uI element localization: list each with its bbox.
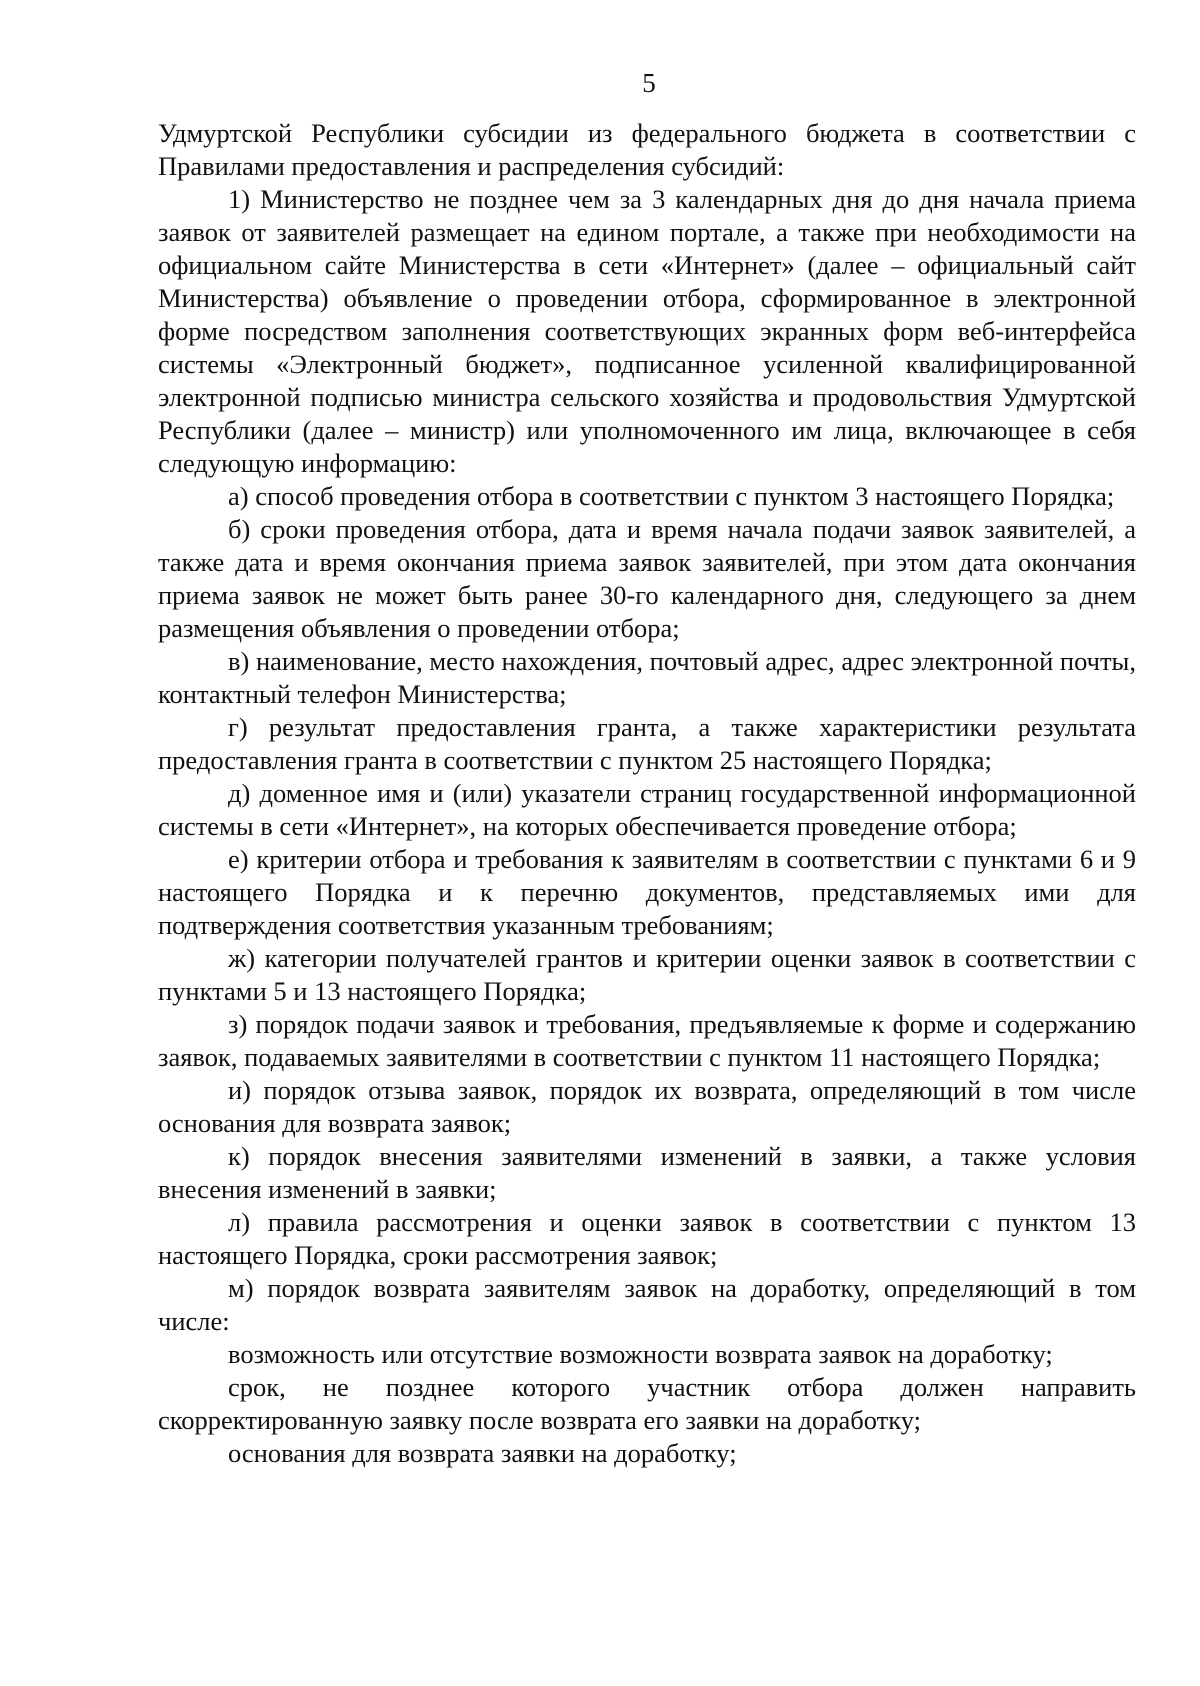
paragraph: в) наименование, место нахождения, почтовый адрес, адрес электронной почты, контактный телефон Министерства; [158, 646, 1136, 709]
paragraph: к) порядок внесения заявителями изменений в заявки, а также условия внесения изменений в заявки; [158, 1141, 1136, 1204]
paragraph: 1) Министерство не позднее чем за 3 календарных дня до дня начала приема заявок от заявителей размещает на едином портале, а также при необходимости на официальном сайте Министерства в сети «Интернет» (далее – официальный сайт Министерства) объявление о проведении отбора, сформированное в электронной форме посредством заполнения соответствующих экранных форм веб-интерфейса системы «Электронный бюджет», подписанное усиленной квалифицированной электронной подписью министра сельского хозяйства и продовольствия Удмуртской Республики (далее – министр) или уполномоченного им лица, включающее в себя следующую информацию: [158, 184, 1136, 478]
paragraph: л) правила рассмотрения и оценки заявок в соответствии с пунктом 13 настоящего Порядка, сроки рассмотрения заявок; [158, 1207, 1136, 1270]
paragraph: Удмуртской Республики субсидии из федерального бюджета в соответствии с Правилами предоставления и распределения субсидий: [158, 118, 1136, 181]
paragraph: основания для возврата заявки на доработку; [228, 1438, 737, 1468]
paragraph: срок, не позднее которого участник отбора должен направить скорректированную заявку после возврата его заявки на доработку; [158, 1372, 1136, 1435]
paragraph: м) порядок возврата заявителям заявок на доработку, определяющий в том числе: [158, 1273, 1136, 1336]
paragraph: з) порядок подачи заявок и требования, предъявляемые к форме и содержанию заявок, подаваемых заявителями в соответствии с пунктом 11 настоящего Порядка; [158, 1009, 1136, 1072]
paragraph: д) доменное имя и (или) указатели страниц государственной информационной системы в сети «Интернет», на которых обеспечивается проведение отбора; [158, 778, 1136, 841]
paragraph: б) сроки проведения отбора, дата и время начала подачи заявок заявителей, а также дата и время окончания приема заявок заявителей, при этом дата окончания приема заявок не может быть ранее 30-го календарного дня, следующего за днем размещения объявления о проведении отбора; [158, 514, 1136, 643]
paragraph: а) способ проведения отбора в соответствии с пунктом 3 настоящего Порядка; [228, 481, 1115, 511]
paragraph: и) порядок отзыва заявок, порядок их возврата, определяющий в том числе основания для возврата заявок; [158, 1075, 1136, 1138]
paragraph: возможность или отсутствие возможности возврата заявок на доработку; [228, 1339, 1053, 1369]
page-number: 5 [642, 68, 656, 98]
paragraph: г) результат предоставления гранта, а также характеристики результата предоставления гранта в соответствии с пунктом 25 настоящего Порядка; [158, 712, 1136, 775]
paragraph: ж) категории получателей грантов и критерии оценки заявок в соответствии с пунктами 5 и 13 настоящего Порядка; [158, 943, 1136, 1006]
document-body [158, 117, 1136, 1470]
paragraph: е) критерии отбора и требования к заявителям в соответствии с пунктами 6 и 9 настоящего Порядка и к перечню документов, представляемых ими для подтверждения соответствия указанным требованиям; [158, 844, 1136, 940]
